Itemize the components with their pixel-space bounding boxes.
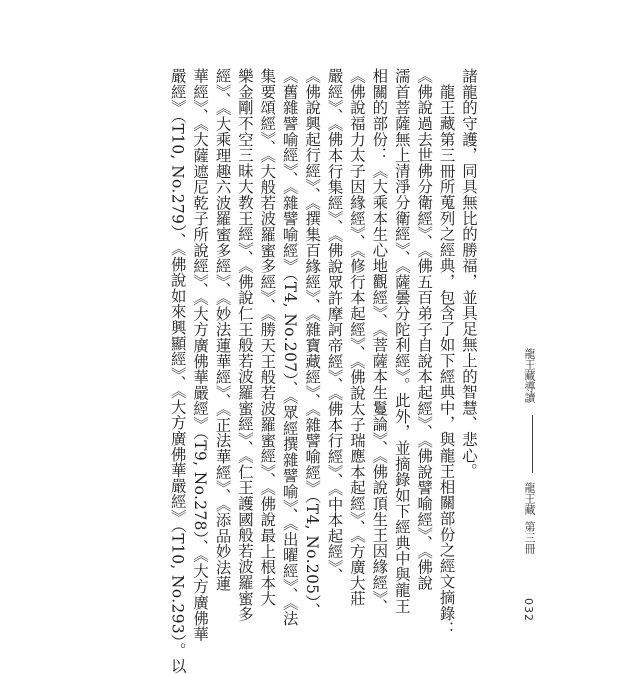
text-column: 集要頌經》、《大般若波羅蜜多經》、《勝天王般若波羅蜜經》、《佛說最上根本大 — [258, 68, 277, 607]
text-column: 《佛說興起行經》、《撰集百緣經》、《雜寶藏經》、《雜譬喻經》（T4, No.205）、 — [303, 68, 322, 619]
text-column: 濡首菩薩無上清淨分衛經》、《薩曇分陀利經》。此外，並摘錄如下經典中與龍王 — [392, 68, 411, 614]
text-column: 龍王藏第三冊所蒐列之經典，包含了如下經典中，與龍王相關部份之經文摘錄： — [437, 68, 456, 637]
text-column: 《佛說福力太子因緣經》、《修行本起經》、《佛說太子瑞應本起經》、《方廣大莊 — [347, 68, 366, 607]
header-rule — [532, 415, 533, 473]
text-column: 《舊雜譬喻經》、《雜譬喻經》（T4, No.207）、《眾經撰雜譬喻》、《出曜經》、《法 — [280, 68, 299, 627]
body-text — [166, 68, 480, 674]
volume-label: 第三冊 — [523, 520, 536, 554]
text-column: 《佛說過去世佛分衛經》、《佛五百弟子自說本起經》、《佛說譬喻經》、《佛說 — [415, 68, 434, 591]
text-column: 嚴經》、《佛本行集經》、《佛說眾許摩訶帝經》、《佛本行經》、《中本起經》、 — [325, 68, 344, 584]
text-column: 諸龍的守護，同具無比的勝福，並具足無上的智慧、悲心。 — [460, 68, 478, 479]
text-column: 相關的部份：《大乘本生心地觀經》、《菩薩本生鬘論》、《佛說頂生王因緣經》、 — [370, 68, 389, 615]
text-column: 華經》、《大薩遮尼乾子所說經》、《大方廣佛華嚴經》（T9, No.278）、《大方廣佛華 — [191, 68, 210, 642]
book-title: 龍王藏導讀 — [523, 348, 536, 403]
page-number: 032 — [522, 598, 535, 622]
series-name: 龍王藏 — [523, 482, 536, 515]
text-column: 樂金剛不空三昧大教王經》、《佛說仁王般若波羅蜜經》、《仁王護國般若波羅蜜多 — [235, 68, 254, 622]
text-column: 經》、《大乘理趣六波羅蜜多經》、《妙法蓮華經》、《正法華經》、《添品妙法蓮 — [213, 68, 232, 591]
text-column: 嚴經》（T10, No.279）、《佛說如來興顯經》、《大方廣佛華嚴經》（T10, No.293）。以 — [168, 68, 187, 674]
running-header — [519, 348, 537, 578]
